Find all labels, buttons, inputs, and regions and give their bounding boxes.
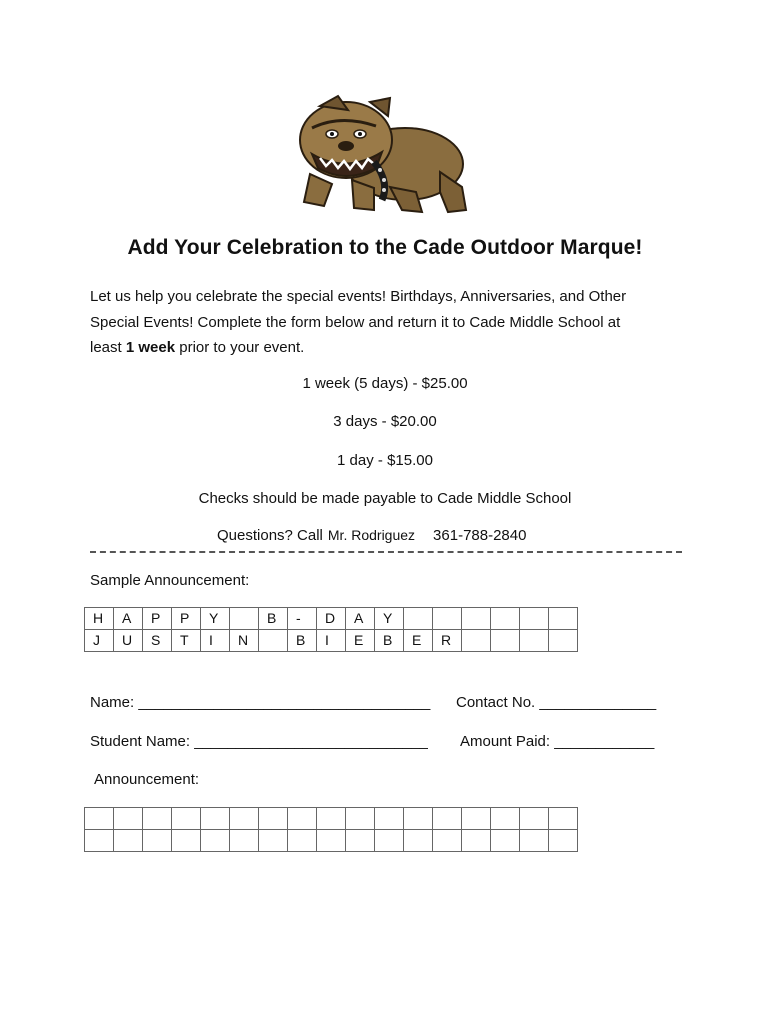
announcement-grid-cell[interactable] bbox=[114, 808, 143, 830]
sample-grid-cell: H bbox=[85, 608, 114, 630]
sample-grid-cell bbox=[433, 608, 462, 630]
announcement-grid-cell[interactable] bbox=[375, 830, 404, 852]
name-field[interactable]: Name: ___________________________________ bbox=[90, 694, 431, 711]
announcement-grid-cell[interactable] bbox=[201, 830, 230, 852]
sample-grid-cell: R bbox=[433, 630, 462, 652]
sample-grid-cell: E bbox=[404, 630, 433, 652]
announcement-grid-cell[interactable] bbox=[172, 830, 201, 852]
sample-grid-cell: B bbox=[288, 630, 317, 652]
announcement-grid-cell[interactable] bbox=[491, 830, 520, 852]
announcement-grid-cell[interactable] bbox=[491, 808, 520, 830]
sample-grid-row bbox=[85, 630, 578, 652]
announcement-grid-cell[interactable] bbox=[520, 830, 549, 852]
sample-grid-cell bbox=[491, 630, 520, 652]
sample-label: Sample Announcement: bbox=[90, 572, 250, 589]
announcement-grid-cell[interactable] bbox=[433, 808, 462, 830]
sample-grid-cell: A bbox=[114, 608, 143, 630]
page-title: Add Your Celebration to the Cade Outdoor Marque! bbox=[127, 236, 643, 259]
announcement-grid-cell[interactable] bbox=[346, 808, 375, 830]
contact-number-field[interactable]: Contact No. ______________ bbox=[456, 694, 657, 711]
sample-grid-cell bbox=[462, 630, 491, 652]
contact-phone: 361-788-2840 bbox=[433, 527, 527, 544]
price-1-week: 1 week (5 days) - $25.00 bbox=[302, 375, 468, 392]
cut-line-divider bbox=[90, 551, 682, 553]
announcement-grid-cell[interactable] bbox=[549, 808, 578, 830]
announcement-grid-cell[interactable] bbox=[317, 830, 346, 852]
sample-grid-cell: I bbox=[201, 630, 230, 652]
intro-line-1: Let us help you celebrate the special events! Birthdays, Anniversaries, and Other bbox=[90, 288, 627, 305]
sample-grid-cell: P bbox=[143, 608, 172, 630]
announcement-grid-cell[interactable] bbox=[230, 830, 259, 852]
announcement-grid-cell[interactable] bbox=[404, 830, 433, 852]
amount-paid-field[interactable]: Amount Paid: ____________ bbox=[460, 733, 655, 750]
sample-grid-cell: S bbox=[143, 630, 172, 652]
sample-grid-cell bbox=[404, 608, 433, 630]
intro-paragraph bbox=[90, 284, 690, 361]
announcement-grid-cell[interactable] bbox=[230, 808, 259, 830]
announcement-grid-cell[interactable] bbox=[114, 830, 143, 852]
announcement-grid-cell[interactable] bbox=[143, 808, 172, 830]
announcement-grid-cell[interactable] bbox=[433, 830, 462, 852]
price-1-day: 1 day - $15.00 bbox=[337, 452, 433, 469]
sample-grid-cell bbox=[520, 608, 549, 630]
announcement-grid-cell[interactable] bbox=[85, 830, 114, 852]
announcement-grid-cell[interactable] bbox=[462, 808, 491, 830]
sample-grid-cell: E bbox=[346, 630, 375, 652]
announcement-grid-cell[interactable] bbox=[288, 808, 317, 830]
bulldog-mascot-icon bbox=[290, 92, 480, 220]
announcement-grid-cell[interactable] bbox=[346, 830, 375, 852]
price-3-days: 3 days - $20.00 bbox=[333, 413, 437, 430]
checks-note: Checks should be made payable to Cade Middle School bbox=[198, 490, 572, 507]
sample-grid-cell: Y bbox=[375, 608, 404, 630]
sample-grid-cell: J bbox=[85, 630, 114, 652]
sample-grid-cell: B bbox=[259, 608, 288, 630]
intro-line-2: Special Events! Complete the form below and return it to Cade Middle School at bbox=[90, 313, 621, 331]
announcement-grid-cell[interactable] bbox=[549, 830, 578, 852]
announcement-grid-cell[interactable] bbox=[259, 808, 288, 830]
contact-person: Mr. Rodriguez bbox=[327, 527, 416, 543]
announcement-label: Announcement: bbox=[94, 771, 200, 788]
sample-grid-cell: I bbox=[317, 630, 346, 652]
announcement-grid-cell[interactable] bbox=[462, 830, 491, 852]
sample-grid-cell bbox=[549, 630, 578, 652]
announcement-grid-row bbox=[85, 830, 578, 852]
intro-line-3: least 1 week prior to your event. bbox=[90, 339, 305, 356]
announcement-grid-cell[interactable] bbox=[259, 830, 288, 852]
sample-grid-cell bbox=[549, 608, 578, 630]
announcement-grid-cell[interactable] bbox=[520, 808, 549, 830]
announcement-grid-cell[interactable] bbox=[404, 808, 433, 830]
announcement-grid-cell[interactable] bbox=[172, 808, 201, 830]
sample-grid-cell bbox=[491, 608, 520, 630]
announcement-grid-cell[interactable] bbox=[85, 808, 114, 830]
sample-grid-cell bbox=[230, 608, 259, 630]
questions-line bbox=[217, 527, 526, 544]
sample-grid-cell: D bbox=[317, 608, 346, 630]
questions-prefix: Questions? Call bbox=[217, 527, 323, 544]
sample-grid-cell bbox=[520, 630, 549, 652]
announcement-grid-cell[interactable] bbox=[288, 830, 317, 852]
sample-grid-cell: N bbox=[230, 630, 259, 652]
sample-grid-cell: Y bbox=[201, 608, 230, 630]
sample-grid-cell bbox=[259, 630, 288, 652]
lead-time-bold: 1 week bbox=[125, 339, 176, 356]
sample-announcement-grid bbox=[84, 607, 578, 652]
announcement-grid-cell[interactable] bbox=[317, 808, 346, 830]
sample-grid-cell: T bbox=[172, 630, 201, 652]
student-name-field[interactable]: Student Name: ____________________________ bbox=[90, 733, 428, 750]
announcement-entry-grid[interactable] bbox=[84, 807, 578, 852]
announcement-grid-cell[interactable] bbox=[375, 808, 404, 830]
sample-grid-cell: A bbox=[346, 608, 375, 630]
sample-grid-cell: U bbox=[114, 630, 143, 652]
sample-grid-row bbox=[85, 608, 578, 630]
sample-grid-cell: - bbox=[288, 608, 317, 630]
announcement-grid-cell[interactable] bbox=[201, 808, 230, 830]
sample-grid-cell: P bbox=[172, 608, 201, 630]
sample-grid-cell bbox=[462, 608, 491, 630]
announcement-grid-row bbox=[85, 808, 578, 830]
announcement-grid-cell[interactable] bbox=[143, 830, 172, 852]
sample-grid-cell: B bbox=[375, 630, 404, 652]
